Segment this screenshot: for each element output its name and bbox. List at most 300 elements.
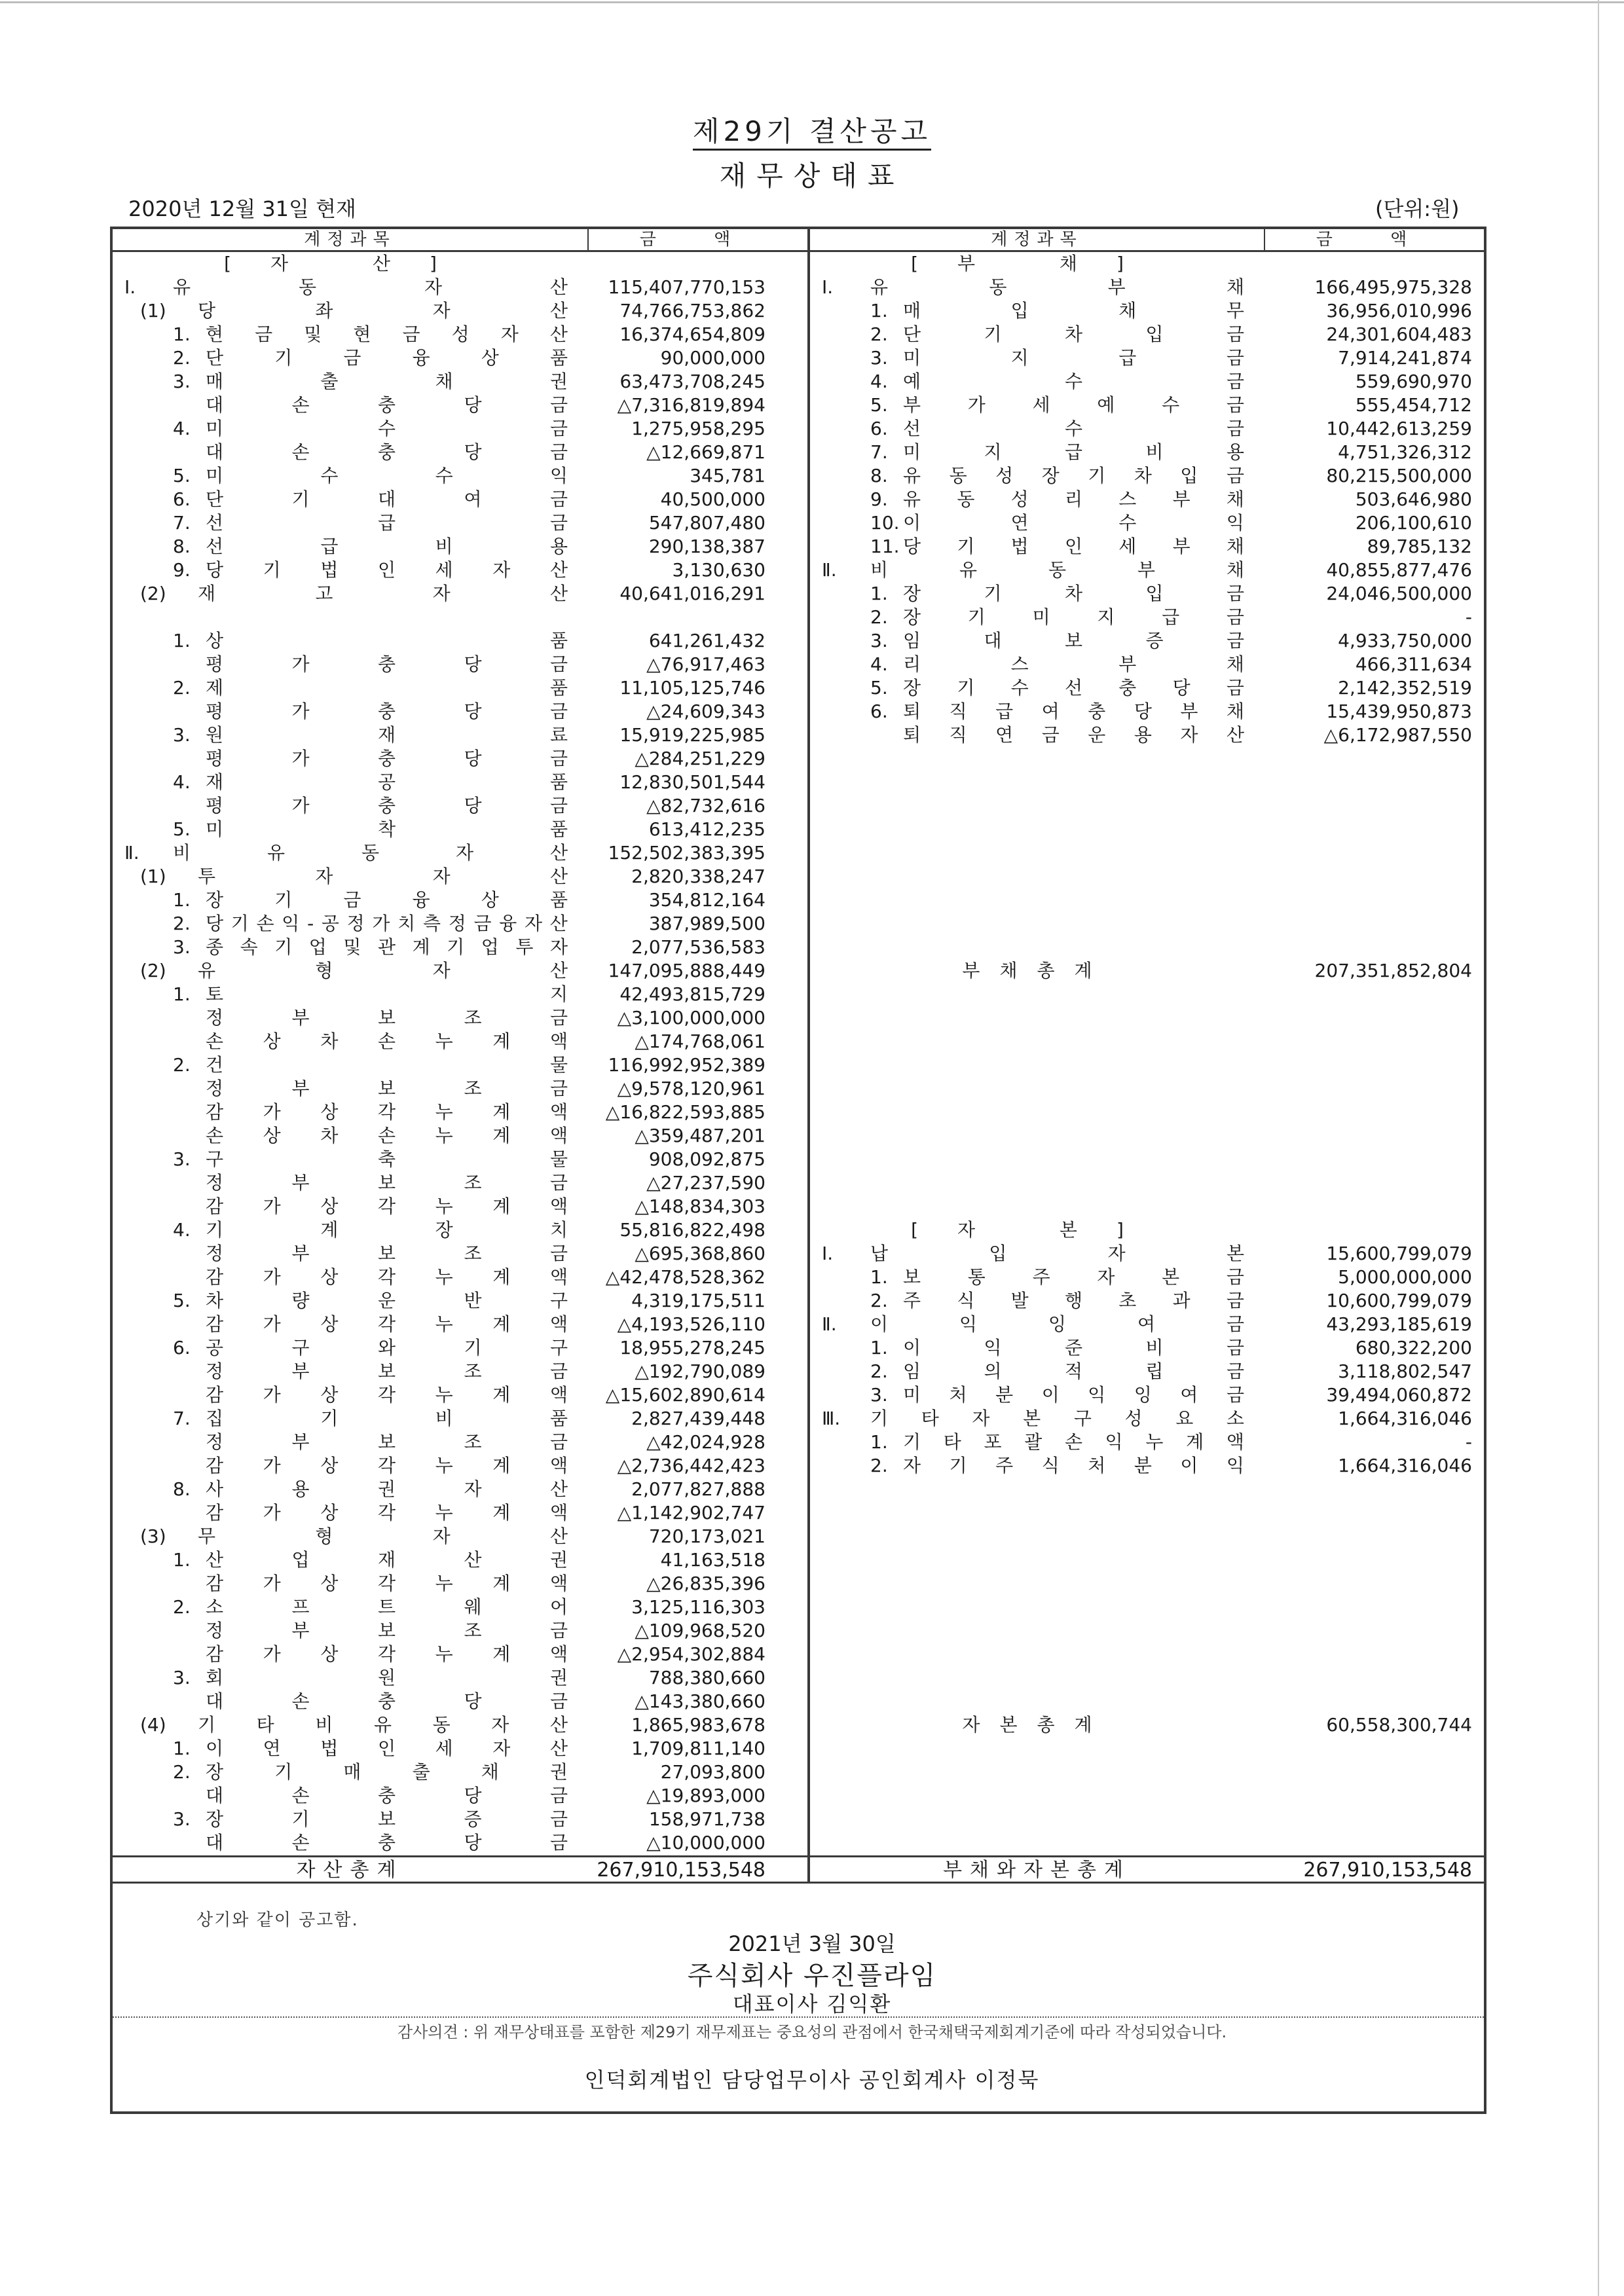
account-row bbox=[810, 558, 1484, 582]
account-row bbox=[113, 771, 807, 794]
account-number: 1. bbox=[870, 583, 888, 604]
account-row bbox=[113, 1831, 807, 1855]
account-number: 1. bbox=[173, 630, 191, 651]
account-label: 현 금 및 현 금 성 자 산 bbox=[206, 323, 568, 345]
account-amount: 42,493,815,729 bbox=[619, 983, 766, 1005]
account-amount: 60,558,300,744 bbox=[1326, 1714, 1472, 1736]
account-label: 대 손 충 당 금 bbox=[206, 441, 568, 463]
liabilities-equity-rows bbox=[810, 252, 1484, 1737]
account-label: 퇴 직 급 여 충 당 부 채 bbox=[903, 701, 1244, 722]
account-amount: 16,374,654,809 bbox=[619, 323, 766, 345]
account-number: 3. bbox=[173, 936, 191, 958]
account-label: 퇴 직 연 금 운 용 자 산 bbox=[903, 724, 1244, 746]
account-row bbox=[113, 723, 807, 747]
account-label: 정 부 보 조 금 bbox=[206, 1431, 568, 1453]
account-label: 대 손 충 당 금 bbox=[206, 1832, 568, 1853]
table-bottom-rule bbox=[113, 1882, 1484, 1884]
account-label: 단 기 금 융 상 품 bbox=[206, 347, 568, 369]
account-number: 5. bbox=[870, 394, 888, 416]
account-label: 비 유 동 자 산 bbox=[173, 842, 568, 864]
account-row bbox=[113, 1548, 807, 1572]
as-of-date: 2020년 12월 31일 현재 bbox=[128, 196, 356, 221]
account-number: 4. bbox=[173, 418, 191, 439]
account-row bbox=[113, 464, 807, 488]
account-label: 기 계 장 치 bbox=[206, 1219, 568, 1241]
account-label: 단 기 차 입 금 bbox=[903, 323, 1244, 345]
account-amount: 788,380,660 bbox=[648, 1667, 766, 1688]
account-label: 감 가 상 각 누 계 액 bbox=[206, 1384, 568, 1406]
account-label: 유 동 부 채 bbox=[870, 276, 1244, 298]
account-row bbox=[113, 1289, 807, 1313]
account-row bbox=[113, 1077, 807, 1101]
account-row bbox=[810, 1289, 1484, 1313]
account-label: 장 기 수 선 충 당 금 bbox=[903, 677, 1244, 699]
account-amount: 15,600,799,079 bbox=[1326, 1243, 1472, 1264]
account-row bbox=[810, 417, 1484, 441]
account-label: 집 기 비 품 bbox=[206, 1408, 568, 1429]
account-row bbox=[810, 1148, 1484, 1171]
account-row bbox=[810, 370, 1484, 393]
account-row bbox=[113, 1053, 807, 1077]
account-amount: △1,142,902,747 bbox=[617, 1502, 766, 1523]
account-amount: 4,319,175,511 bbox=[631, 1290, 766, 1311]
account-row bbox=[113, 1313, 807, 1336]
account-label: 대 손 충 당 금 bbox=[206, 1690, 568, 1712]
account-row bbox=[113, 1218, 807, 1242]
account-row bbox=[113, 346, 807, 370]
account-label: 장 기 미 지 급 금 bbox=[903, 606, 1244, 628]
account-row bbox=[113, 676, 807, 700]
total-liab-equity-amount: 267,910,153,548 bbox=[1303, 1859, 1472, 1882]
account-label: 원 재 료 bbox=[206, 724, 568, 746]
section-label: [부 채] bbox=[911, 253, 1163, 274]
account-row bbox=[113, 959, 807, 983]
account-row bbox=[810, 1030, 1484, 1053]
account-number: 9. bbox=[870, 488, 888, 510]
account-row bbox=[113, 441, 807, 464]
account-label: 당 기 법 인 세 부 채 bbox=[903, 536, 1244, 557]
account-label: 손 상 차 손 누 계 액 bbox=[206, 1030, 568, 1052]
account-number: 3. bbox=[173, 1808, 191, 1830]
account-number: 4. bbox=[870, 371, 888, 392]
account-label: 매 출 채 권 bbox=[206, 371, 568, 392]
account-number: 8. bbox=[173, 536, 191, 557]
account-amount: 166,495,975,328 bbox=[1314, 276, 1472, 298]
account-label: 종 속 기 업 및 관 계 기 업 투 자 bbox=[206, 936, 568, 958]
section-label: [자 산] bbox=[224, 253, 476, 274]
account-label: 임 의 적 립 금 bbox=[903, 1360, 1244, 1382]
account-label: 평 가 충 당 금 bbox=[206, 653, 568, 675]
account-label: 예 수 금 bbox=[903, 371, 1244, 392]
account-row bbox=[113, 818, 807, 841]
account-number: 2. bbox=[173, 913, 191, 934]
account-amount: 7,914,241,874 bbox=[1338, 347, 1472, 369]
account-amount: 27,093,800 bbox=[660, 1761, 766, 1783]
account-number: 6. bbox=[173, 488, 191, 510]
dotted-divider bbox=[113, 2016, 1484, 2018]
account-label: 매 입 채 무 bbox=[903, 300, 1244, 321]
account-amount: △695,368,860 bbox=[635, 1243, 766, 1264]
account-amount: 680,322,200 bbox=[1355, 1337, 1472, 1358]
account-label: 건 물 bbox=[206, 1054, 568, 1076]
account-row bbox=[113, 558, 807, 582]
account-row bbox=[810, 700, 1484, 723]
account-amount: 720,173,021 bbox=[648, 1525, 766, 1547]
account-row bbox=[113, 747, 807, 771]
account-row bbox=[113, 1501, 807, 1525]
account-row bbox=[113, 1643, 807, 1666]
account-number: 2. bbox=[173, 1761, 191, 1783]
account-row bbox=[113, 1336, 807, 1360]
account-row bbox=[113, 1006, 807, 1030]
account-amount: △26,835,396 bbox=[646, 1573, 766, 1594]
account-label: 기 타 포 괄 손 익 누 계 액 bbox=[903, 1431, 1244, 1453]
account-amount: 4,933,750,000 bbox=[1338, 630, 1472, 651]
account-amount: 2,827,439,448 bbox=[631, 1408, 766, 1429]
account-row bbox=[810, 1619, 1484, 1643]
account-row bbox=[810, 888, 1484, 912]
account-amount: 555,454,712 bbox=[1355, 394, 1472, 416]
account-amount: 4,751,326,312 bbox=[1338, 441, 1472, 463]
account-number: Ⅱ. bbox=[822, 559, 837, 581]
account-row bbox=[113, 370, 807, 393]
account-number: (4) bbox=[140, 1714, 166, 1736]
account-amount: 503,646,980 bbox=[1355, 488, 1472, 510]
account-row bbox=[113, 1407, 807, 1430]
section-row bbox=[113, 252, 807, 276]
account-amount: 40,500,000 bbox=[660, 488, 766, 510]
account-amount: 206,100,610 bbox=[1355, 512, 1472, 534]
account-amount: 36,956,010,996 bbox=[1326, 300, 1472, 321]
account-row bbox=[113, 299, 807, 323]
account-amount: 39,494,060,872 bbox=[1326, 1384, 1472, 1406]
account-number: 4. bbox=[870, 653, 888, 675]
account-number: 2. bbox=[173, 1596, 191, 1618]
account-amount: 40,641,016,291 bbox=[619, 583, 766, 604]
account-amount: △27,237,590 bbox=[646, 1172, 766, 1194]
account-row bbox=[113, 1595, 807, 1619]
account-number: 3. bbox=[870, 630, 888, 651]
account-amount: 1,664,316,046 bbox=[1338, 1455, 1472, 1476]
account-row bbox=[810, 1454, 1484, 1478]
account-number: 1. bbox=[870, 1431, 888, 1453]
account-number: 1. bbox=[173, 889, 191, 911]
account-label: 투 자 자 산 bbox=[198, 866, 568, 887]
account-row bbox=[810, 1336, 1484, 1360]
account-row bbox=[113, 276, 807, 299]
account-amount: 41,163,518 bbox=[660, 1549, 766, 1571]
account-amount: △359,487,201 bbox=[635, 1125, 766, 1146]
section-row bbox=[810, 252, 1484, 276]
account-label: 장 기 보 증 금 bbox=[206, 1808, 568, 1830]
account-number: 8. bbox=[173, 1478, 191, 1500]
account-label: 토 지 bbox=[206, 983, 568, 1005]
account-row bbox=[113, 1266, 807, 1289]
account-amount: 24,046,500,000 bbox=[1326, 583, 1472, 604]
account-label: 리 스 부 채 bbox=[903, 653, 1244, 675]
account-label: 임 대 보 증 금 bbox=[903, 630, 1244, 651]
assets-header bbox=[113, 229, 807, 252]
account-row bbox=[113, 1242, 807, 1266]
account-number: Ⅱ. bbox=[822, 1313, 837, 1335]
unit-label: (단위:원) bbox=[1375, 196, 1460, 221]
account-row bbox=[810, 1266, 1484, 1289]
account-label: 이 연 법 인 세 자 산 bbox=[206, 1738, 568, 1759]
account-label: 사 용 권 자 산 bbox=[206, 1478, 568, 1500]
account-label: 비 유 동 부 채 bbox=[870, 559, 1244, 581]
account-number: 2. bbox=[173, 677, 191, 699]
account-row bbox=[113, 1713, 807, 1737]
account-label: 장 기 금 융 상 품 bbox=[206, 889, 568, 911]
account-amount: 3,118,802,547 bbox=[1338, 1360, 1472, 1382]
account-label: 손 상 차 손 누 계 액 bbox=[206, 1125, 568, 1146]
account-number: 1. bbox=[173, 983, 191, 1005]
account-number: 1. bbox=[870, 300, 888, 321]
account-row bbox=[113, 323, 807, 346]
account-row bbox=[810, 582, 1484, 606]
account-label: 평 가 충 당 금 bbox=[206, 795, 568, 816]
account-label: 감 가 상 각 누 계 액 bbox=[206, 1643, 568, 1665]
account-amount: 559,690,970 bbox=[1355, 371, 1472, 392]
account-label: 미 착 품 bbox=[206, 818, 568, 840]
audit-opinion: 감사의견 : 위 재무상태표를 포함한 제29기 재무제표는 중요성의 관점에서 한국채택국제회계기준에 따라 작성되었습니다. bbox=[397, 2023, 1227, 2041]
account-amount: △4,193,526,110 bbox=[617, 1313, 766, 1335]
account-row bbox=[810, 1478, 1484, 1501]
account-row bbox=[810, 1595, 1484, 1619]
account-row bbox=[113, 582, 807, 606]
account-amount: △10,000,000 bbox=[646, 1832, 766, 1853]
ceo-name: 대표이사 김익환 bbox=[732, 1992, 892, 2016]
account-row bbox=[810, 653, 1484, 676]
account-amount: 1,865,983,678 bbox=[631, 1714, 766, 1736]
account-row bbox=[810, 1572, 1484, 1595]
account-label: 자 기 주 식 처 분 이 익 bbox=[903, 1455, 1244, 1476]
account-amount: 115,407,770,153 bbox=[608, 276, 766, 298]
account-amount: △3,100,000,000 bbox=[617, 1007, 766, 1029]
account-number: (1) bbox=[140, 300, 166, 321]
account-label: 미 지 급 금 bbox=[903, 347, 1244, 369]
account-row bbox=[113, 1148, 807, 1171]
account-number: (3) bbox=[140, 1525, 166, 1547]
account-amount: 63,473,708,245 bbox=[619, 371, 766, 392]
account-number: Ⅰ. bbox=[822, 1243, 834, 1264]
account-number: 3. bbox=[173, 371, 191, 392]
account-number: 5. bbox=[173, 465, 191, 486]
account-row bbox=[113, 1101, 807, 1124]
account-label: 정 부 보 조 금 bbox=[206, 1172, 568, 1194]
account-number: 11. bbox=[870, 536, 900, 557]
account-label: 납 입 자 본 bbox=[870, 1243, 1244, 1264]
account-row bbox=[113, 606, 807, 629]
account-label: 미 처 분 이 익 잉 여 금 bbox=[903, 1384, 1244, 1406]
account-row bbox=[113, 888, 807, 912]
account-amount: △24,609,343 bbox=[646, 701, 766, 722]
account-row bbox=[810, 441, 1484, 464]
account-label: 소 프 트 웨 어 bbox=[206, 1596, 568, 1618]
header-amount: 금 액 bbox=[587, 229, 807, 250]
account-row bbox=[810, 1195, 1484, 1218]
account-amount: 74,766,753,862 bbox=[619, 300, 766, 321]
section-row bbox=[810, 1218, 1484, 1242]
account-label: 당 기 법 인 세 자 산 bbox=[206, 559, 568, 581]
account-number: 7. bbox=[870, 441, 888, 463]
account-row bbox=[113, 511, 807, 535]
account-label: 대 손 충 당 금 bbox=[206, 394, 568, 416]
account-row bbox=[810, 1407, 1484, 1430]
account-label: 구 축 물 bbox=[206, 1148, 568, 1170]
account-amount: △174,768,061 bbox=[635, 1030, 766, 1052]
account-amount: △7,316,819,894 bbox=[617, 394, 766, 416]
account-label: 유 동 성 리 스 부 채 bbox=[903, 488, 1244, 510]
account-amount: - bbox=[1465, 1431, 1472, 1453]
account-number: 2. bbox=[870, 1360, 888, 1382]
account-number: (2) bbox=[140, 583, 166, 604]
account-number: 6. bbox=[870, 418, 888, 439]
account-label: 평 가 충 당 금 bbox=[206, 748, 568, 769]
account-row bbox=[113, 841, 807, 865]
account-row bbox=[113, 488, 807, 511]
account-row bbox=[810, 912, 1484, 936]
account-label: 감 가 상 각 누 계 액 bbox=[206, 1195, 568, 1217]
account-amount: △2,736,442,423 bbox=[617, 1455, 766, 1476]
account-row bbox=[113, 1666, 807, 1690]
account-label: 장 기 차 입 금 bbox=[903, 583, 1244, 604]
account-row bbox=[113, 1454, 807, 1478]
account-row bbox=[810, 1101, 1484, 1124]
total-assets-row bbox=[113, 1855, 807, 1882]
account-row bbox=[810, 346, 1484, 370]
account-amount: 90,000,000 bbox=[660, 347, 766, 369]
account-label: 이 익 잉 여 금 bbox=[870, 1313, 1244, 1335]
notice-title: 제29기 결산공고 bbox=[0, 110, 1624, 149]
account-amount: 152,502,383,395 bbox=[608, 842, 766, 864]
account-label: 단 기 대 여 금 bbox=[206, 488, 568, 510]
account-label: 정 부 보 조 금 bbox=[206, 1243, 568, 1264]
account-row bbox=[810, 771, 1484, 794]
account-number: 1. bbox=[870, 1266, 888, 1288]
account-amount: 354,812,164 bbox=[648, 889, 766, 911]
account-label: 정 부 보 조 금 bbox=[206, 1078, 568, 1099]
account-row bbox=[810, 1666, 1484, 1690]
account-number: 4. bbox=[173, 1219, 191, 1241]
account-number: 3. bbox=[173, 1148, 191, 1170]
account-amount: 207,351,852,804 bbox=[1314, 960, 1472, 981]
account-amount: △192,790,089 bbox=[635, 1360, 766, 1382]
account-label: 보 통 주 자 본 금 bbox=[903, 1266, 1244, 1288]
account-number: Ⅲ. bbox=[822, 1408, 841, 1429]
account-row bbox=[810, 818, 1484, 841]
account-amount: △148,834,303 bbox=[635, 1195, 766, 1217]
account-amount: △143,380,660 bbox=[635, 1690, 766, 1712]
account-amount: 290,138,387 bbox=[648, 536, 766, 557]
account-amount: △42,478,528,362 bbox=[605, 1266, 766, 1288]
account-amount: 2,077,536,583 bbox=[631, 936, 766, 958]
account-amount: 2,077,827,888 bbox=[631, 1478, 766, 1500]
assets-column bbox=[113, 229, 807, 1882]
account-row bbox=[810, 629, 1484, 653]
account-amount: 24,301,604,483 bbox=[1326, 323, 1472, 345]
subtotal-row bbox=[810, 959, 1484, 983]
account-label: 회 원 권 bbox=[206, 1667, 568, 1688]
subtotal-label: 부채총계 bbox=[962, 960, 1112, 981]
account-number: 2. bbox=[870, 1290, 888, 1311]
account-amount: △19,893,000 bbox=[646, 1785, 766, 1806]
account-number: 10. bbox=[870, 512, 900, 534]
account-row bbox=[113, 417, 807, 441]
account-label: 당 기 손 익 - 공 정 가 치 측 정 금 융 자 산 bbox=[206, 913, 568, 934]
account-amount: 2,142,352,519 bbox=[1338, 677, 1472, 699]
account-row bbox=[113, 1360, 807, 1383]
account-row bbox=[113, 1124, 807, 1148]
account-amount: 11,105,125,746 bbox=[619, 677, 766, 699]
account-number: 6. bbox=[173, 1337, 191, 1358]
account-amount: △76,917,463 bbox=[646, 653, 766, 675]
account-amount: 908,092,875 bbox=[648, 1148, 766, 1170]
account-row bbox=[810, 794, 1484, 818]
account-number: 7. bbox=[173, 1408, 191, 1429]
account-row bbox=[113, 1195, 807, 1218]
account-amount: △2,954,302,884 bbox=[617, 1643, 766, 1665]
account-amount: 158,971,738 bbox=[648, 1808, 766, 1830]
account-row bbox=[810, 841, 1484, 865]
account-amount: △15,602,890,614 bbox=[605, 1384, 766, 1406]
account-number: 8. bbox=[870, 465, 888, 486]
frame-bottom-rule bbox=[110, 2111, 1486, 2113]
account-row bbox=[113, 1030, 807, 1053]
account-label: 감 가 상 각 누 계 액 bbox=[206, 1502, 568, 1523]
account-row bbox=[113, 1572, 807, 1595]
account-row bbox=[113, 629, 807, 653]
account-row bbox=[113, 1808, 807, 1831]
account-label: 이 연 수 익 bbox=[903, 512, 1244, 534]
account-label: 미 수 금 bbox=[206, 418, 568, 439]
account-number: 2. bbox=[870, 606, 888, 628]
account-row bbox=[810, 535, 1484, 558]
account-label: 선 급 금 bbox=[206, 512, 568, 534]
account-amount: △42,024,928 bbox=[646, 1431, 766, 1453]
account-label: 당 좌 자 산 bbox=[198, 300, 568, 321]
account-label: 대 손 충 당 금 bbox=[206, 1785, 568, 1806]
account-row bbox=[113, 393, 807, 417]
account-row bbox=[113, 1619, 807, 1643]
account-label: 유 동 성 장 기 차 입 금 bbox=[903, 465, 1244, 486]
account-label: 재 공 품 bbox=[206, 771, 568, 793]
account-label: 기 타 비 유 동 자 산 bbox=[198, 1714, 568, 1736]
account-row bbox=[810, 983, 1484, 1006]
account-row bbox=[113, 700, 807, 723]
account-label: 차 량 운 반 구 bbox=[206, 1290, 568, 1311]
liabilities-header bbox=[810, 229, 1484, 252]
liabilities-equity-column bbox=[810, 229, 1484, 1882]
account-amount: 3,125,116,303 bbox=[631, 1596, 766, 1618]
account-number: 1. bbox=[173, 323, 191, 345]
header-account: 계정과목 bbox=[304, 230, 396, 249]
account-label: 감 가 상 각 누 계 액 bbox=[206, 1573, 568, 1594]
account-number: 7. bbox=[173, 512, 191, 534]
account-amount: 345,781 bbox=[690, 465, 766, 486]
account-row bbox=[113, 535, 807, 558]
account-amount: 18,955,278,245 bbox=[619, 1337, 766, 1358]
account-amount: 641,261,432 bbox=[648, 630, 766, 651]
section-label: [자 본] bbox=[911, 1219, 1163, 1241]
account-row bbox=[810, 606, 1484, 629]
account-row bbox=[113, 912, 807, 936]
account-row bbox=[810, 1383, 1484, 1407]
account-amount: △109,968,520 bbox=[635, 1620, 766, 1641]
account-number: 1. bbox=[173, 1549, 191, 1571]
account-amount: 116,992,952,389 bbox=[608, 1054, 766, 1076]
account-row bbox=[113, 1171, 807, 1195]
